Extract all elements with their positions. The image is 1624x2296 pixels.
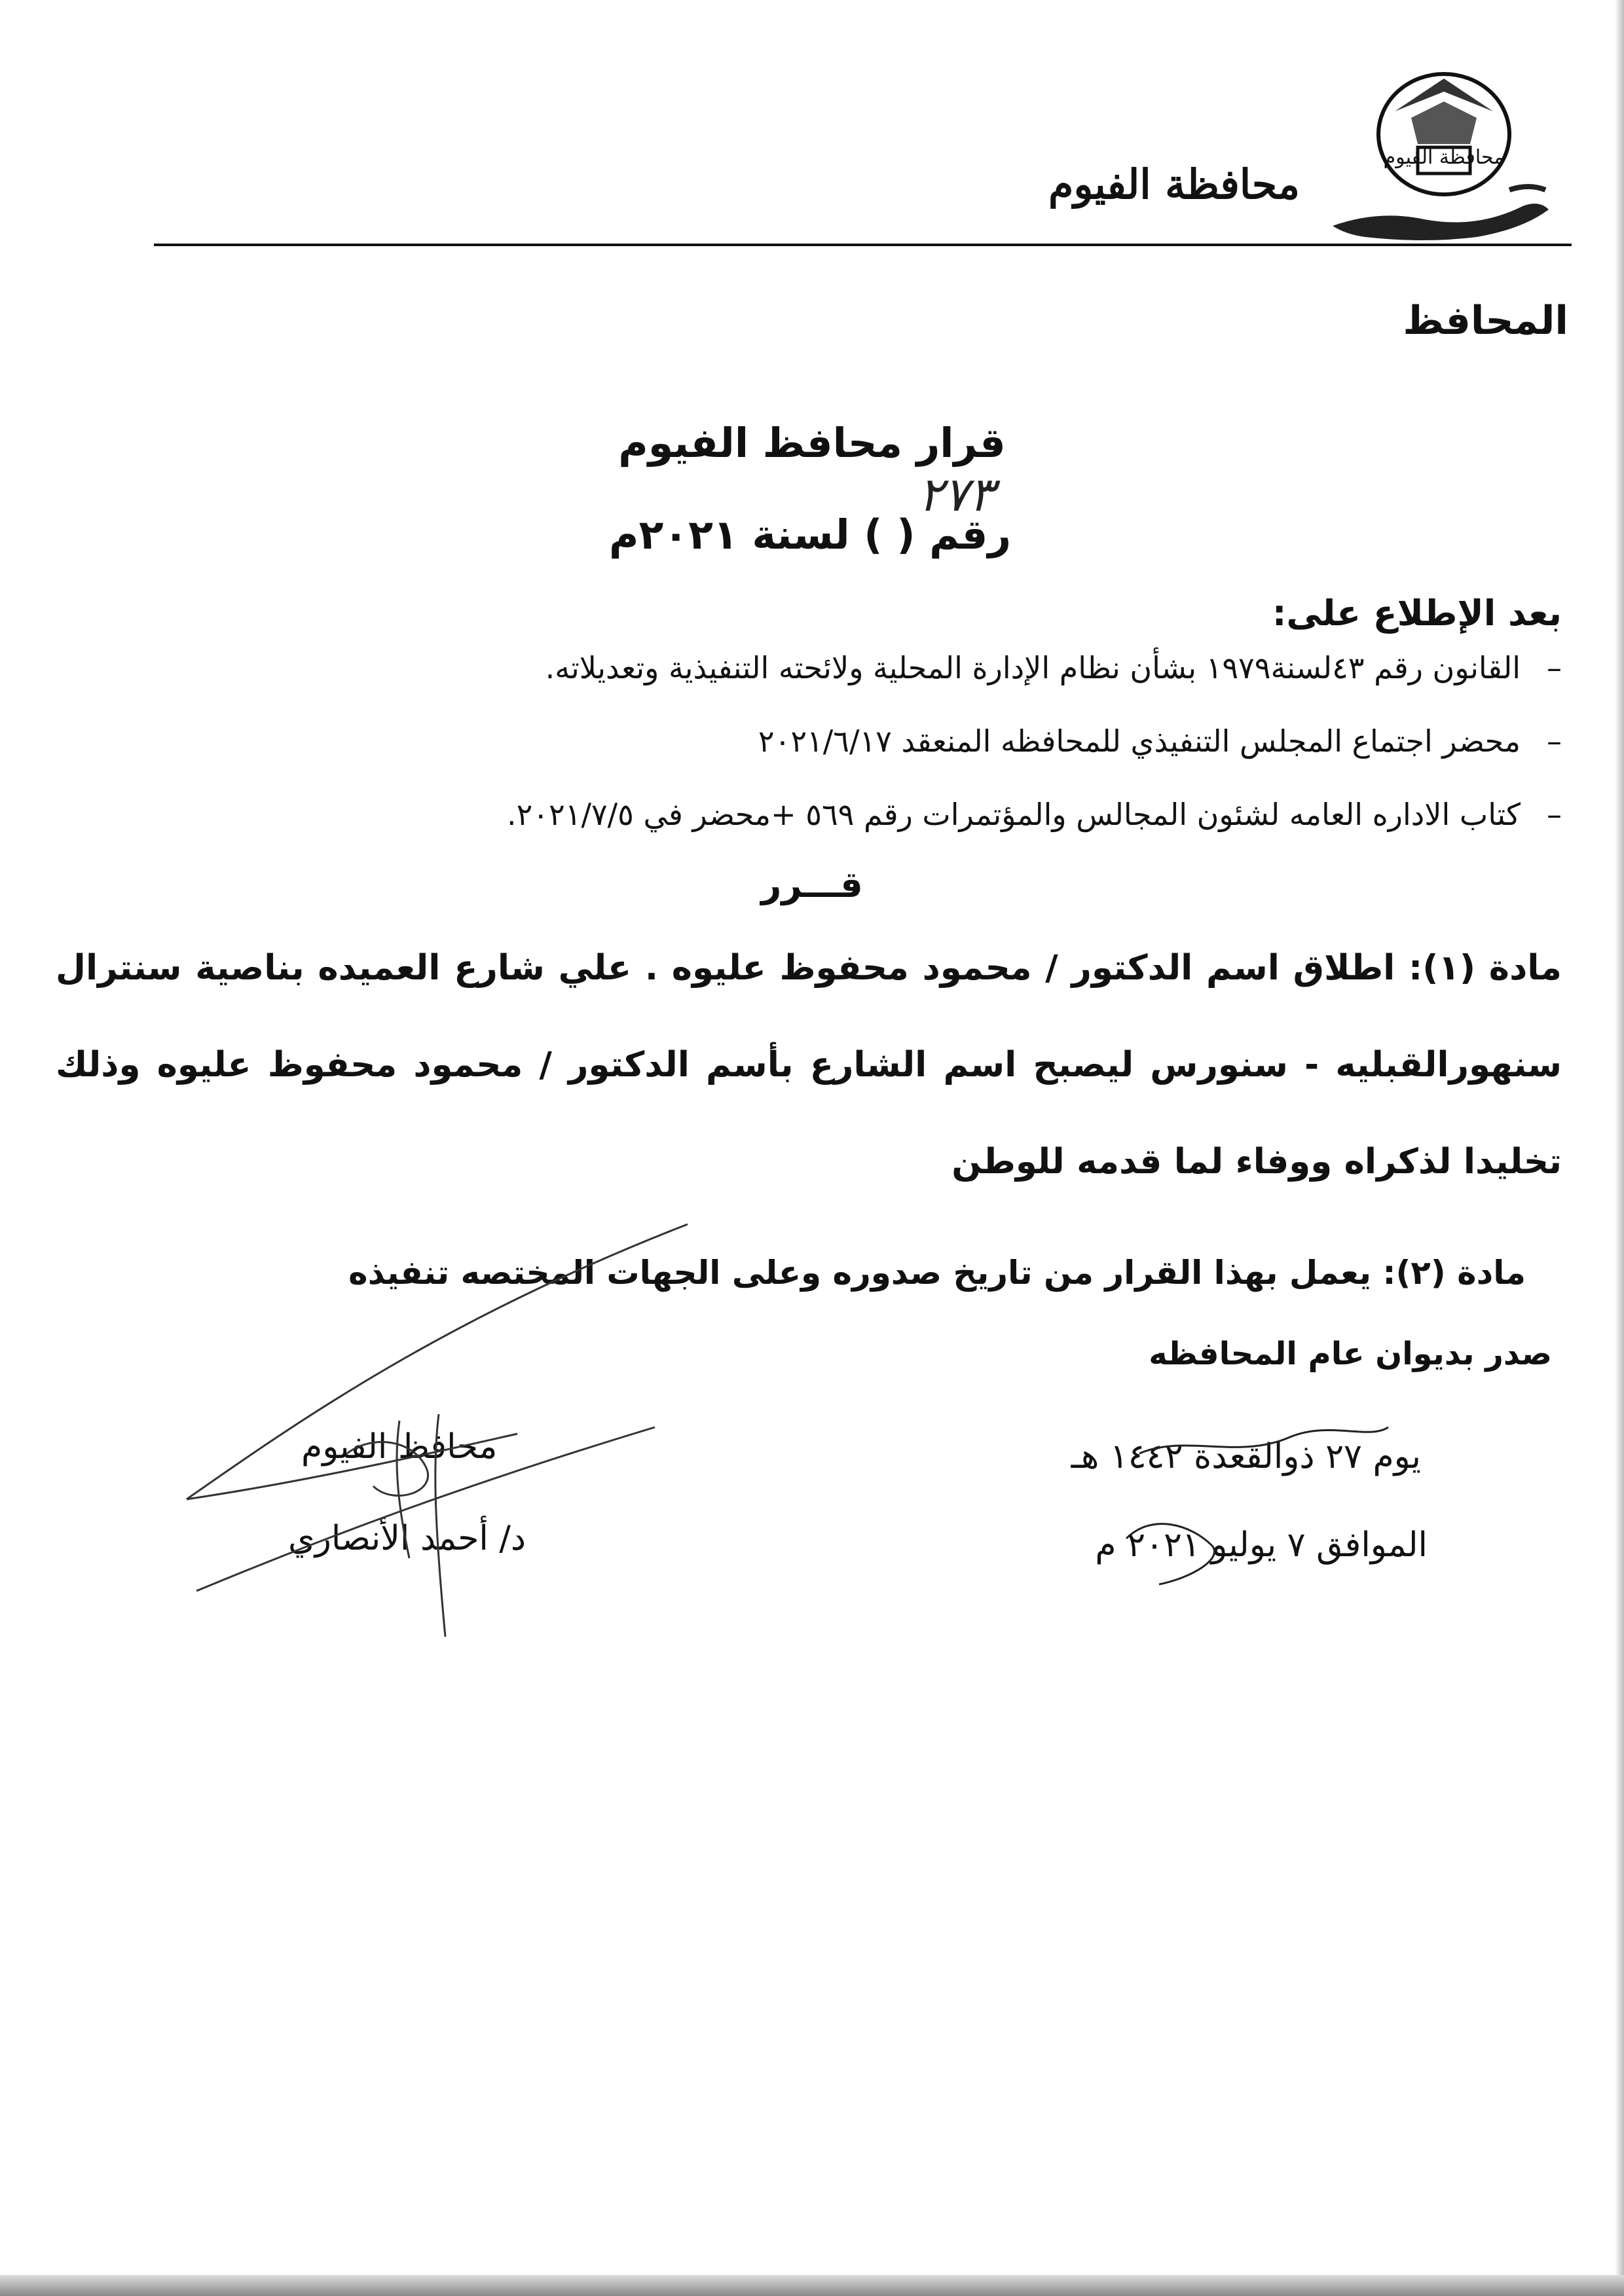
issued-at: صدر بديوان عام المحافظه bbox=[1149, 1336, 1552, 1372]
list-dash: – bbox=[1547, 797, 1562, 832]
signatory-name: د/ أحمد الأنصاري bbox=[288, 1519, 526, 1558]
svg-text:٢٧٣: ٢٧٣ bbox=[917, 467, 995, 522]
governorate-name: محافظة الفيوم bbox=[1048, 160, 1300, 208]
hijri-date: يوم ٢٧ ذوالقعدة ١٤٤٢ هـ bbox=[1071, 1437, 1421, 1476]
decision-heading: قـــرر bbox=[761, 864, 863, 905]
signatory-title: محافظ الفيوم bbox=[301, 1427, 498, 1467]
preamble-item-text: القانون رقم ٤٣لسنة١٩٧٩ بشأن نظام الإدارة المحلية ولائحته التنفيذية وتعديلاته. bbox=[545, 650, 1521, 685]
gregorian-date: الموافق ٧ يوليو ٢٠٢١ م bbox=[1095, 1525, 1428, 1565]
list-item bbox=[507, 648, 1562, 721]
header-divider bbox=[154, 244, 1572, 246]
logo-caption: محافظة الفيوم bbox=[1383, 146, 1505, 169]
preamble-item-text: محضر اجتماع المجلس التنفيذي للمحافظه المنعقد ٢٠٢١/٦/١٧ bbox=[758, 723, 1521, 759]
list-dash: – bbox=[1547, 650, 1562, 685]
governorate-logo-icon bbox=[1326, 65, 1552, 246]
scan-edge-bottom bbox=[0, 2275, 1624, 2296]
preamble-heading: بعد الإطلاع على: bbox=[1272, 592, 1562, 634]
issuer-role: المحافظ bbox=[1403, 298, 1568, 344]
article-1: مادة (١): اطلاق اسم الدكتور / محمود محفوظ عليوه . علي شارع العميده بناصية سنترال سنهورالقبليه - سنورس ليصبح اسم الشارع بأسم الدكتور / محمود محفوظ عليوه وذلك تخليدا لذكراه ووفاء لما قدمه للوطن bbox=[56, 948, 1562, 1182]
decree-title: قرار محافظ الفيوم bbox=[618, 419, 1006, 467]
article-2: مادة (٢): يعمل بهذا القرار من تاريخ صدوره وعلى الجهات المختصه تنفيذه bbox=[348, 1254, 1526, 1292]
scan-edge-right bbox=[1615, 0, 1624, 2296]
handwritten-decree-number bbox=[871, 458, 1041, 530]
preamble-item-text: كتاب الاداره العامه لشئون المجالس والمؤتمرات رقم ٥٦٩ +محضر في ٢٠٢١/٧/٥. bbox=[507, 797, 1521, 832]
list-dash: – bbox=[1547, 723, 1562, 759]
handwritten-gregorian-mark bbox=[1113, 1499, 1244, 1591]
signature-icon bbox=[177, 1218, 701, 1650]
handwritten-hijri-mark bbox=[1133, 1408, 1395, 1473]
list-item bbox=[507, 721, 1562, 795]
preamble-list bbox=[507, 648, 1562, 868]
decree-number-line: رقم ( ) لسنة ٢٠٢١م bbox=[609, 511, 1012, 558]
list-item bbox=[507, 795, 1562, 868]
